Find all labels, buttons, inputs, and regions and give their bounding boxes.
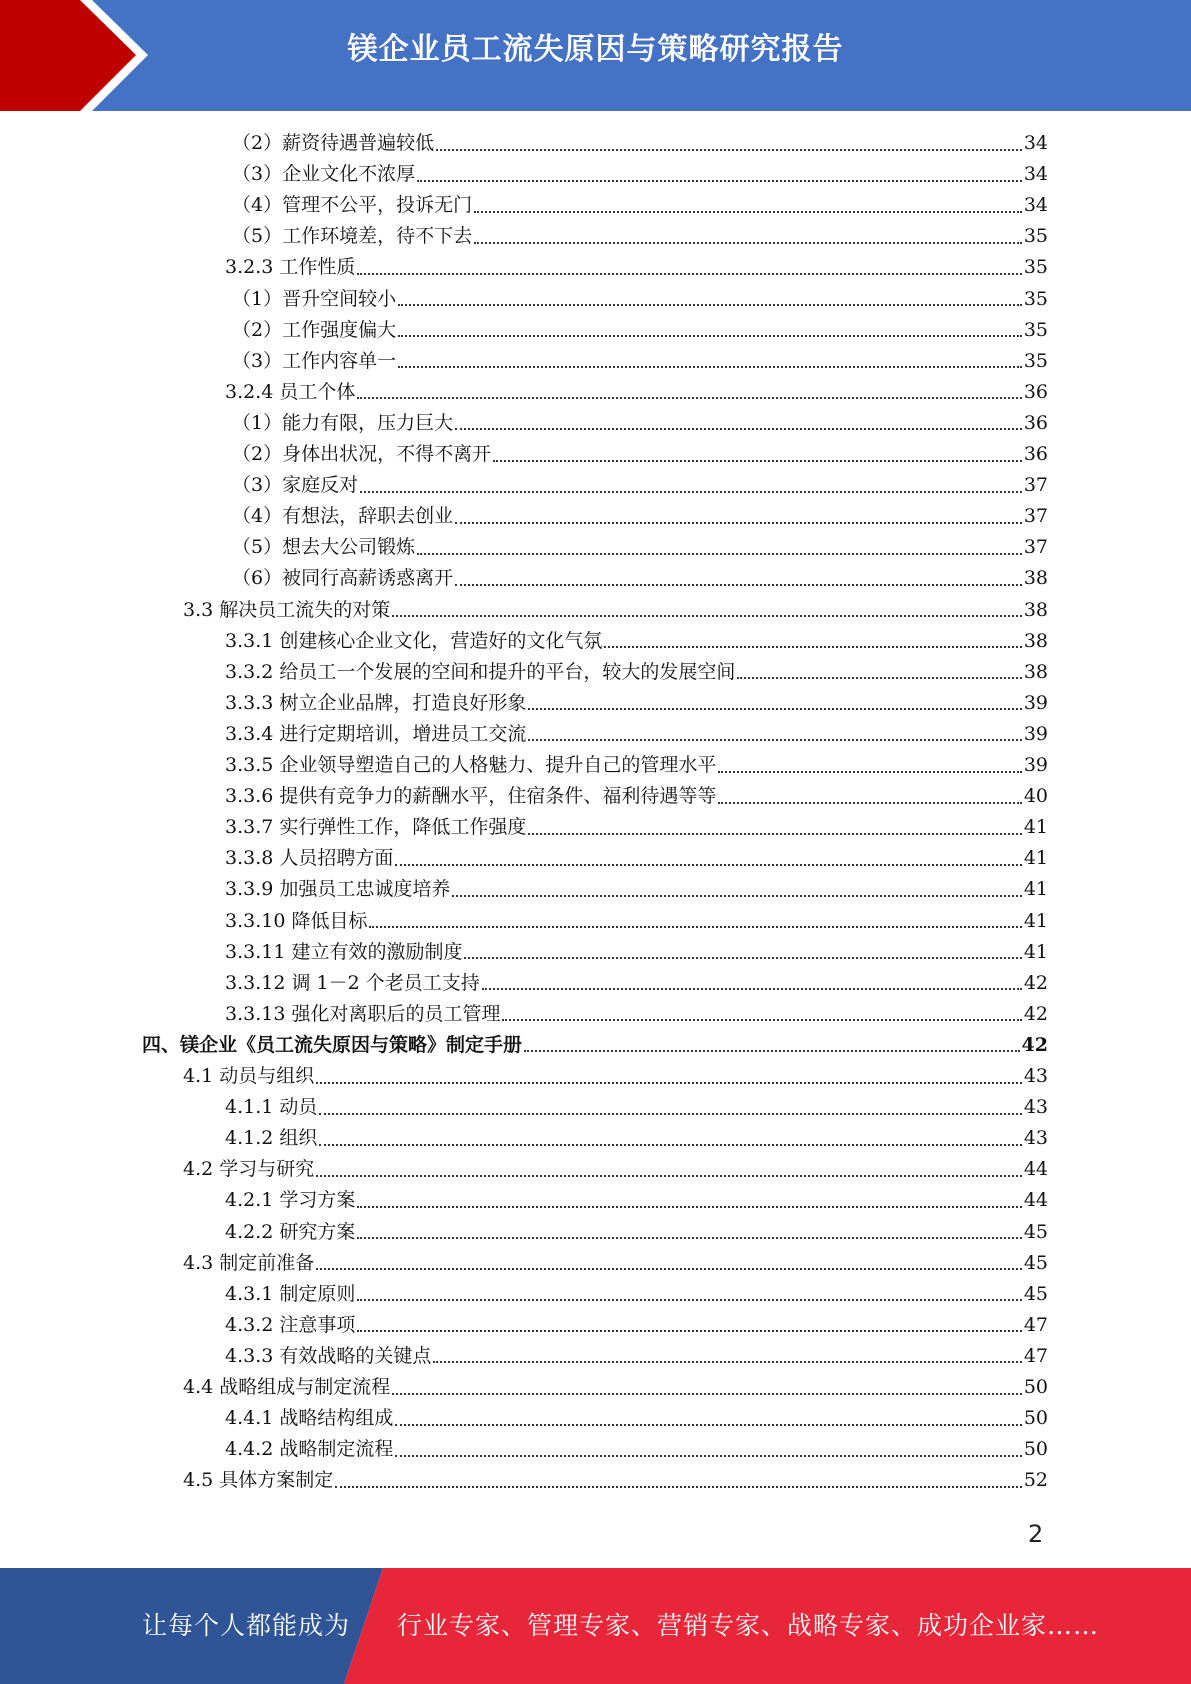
toc-entry-page: 34	[1023, 163, 1048, 186]
toc-entry[interactable]	[232, 159, 1048, 190]
toc-entry-label: 3.3.8 人员招聘方面	[225, 847, 394, 870]
toc-entry-page: 39	[1023, 722, 1048, 745]
toc-entry[interactable]	[232, 501, 1048, 532]
toc-entry[interactable]	[232, 470, 1048, 501]
toc-entry[interactable]	[232, 190, 1048, 221]
page-footer	[0, 1568, 1191, 1684]
toc-entry-page: 35	[1023, 256, 1048, 279]
toc-entry[interactable]	[225, 906, 1048, 937]
toc-entry[interactable]	[232, 315, 1048, 346]
toc-dot-leader	[398, 335, 1022, 337]
toc-dot-leader	[357, 1330, 1021, 1332]
toc-entry-page: 37	[1023, 505, 1048, 528]
toc-entry-label: 3.3.13 强化对离职后的员工管理	[225, 1002, 501, 1025]
toc-entry-page: 41	[1023, 940, 1048, 963]
toc-entry-page: 38	[1023, 660, 1048, 683]
toc-entry-page: 37	[1023, 536, 1048, 559]
toc-entry-label: 4.1 动员与组织	[183, 1065, 315, 1087]
toc-dot-leader	[524, 1050, 1020, 1052]
toc-entry[interactable]	[225, 719, 1048, 750]
page-header	[0, 0, 1191, 111]
toc-dot-leader	[474, 211, 1022, 213]
toc-entry-label: 3.3.9 加强员工忠诚度培养	[225, 878, 451, 901]
toc-dot-leader	[398, 304, 1022, 306]
toc-entry-label: 4.1.2 组织	[225, 1127, 318, 1150]
toc-dot-leader	[455, 428, 1022, 430]
toc-dot-leader	[316, 1268, 1022, 1270]
toc-dot-leader	[319, 1144, 1021, 1146]
toc-entry-page: 38	[1023, 598, 1048, 621]
toc-dot-leader	[455, 584, 1022, 586]
toc-dot-leader	[528, 708, 1021, 710]
toc-entry-page: 39	[1023, 754, 1048, 776]
toc-entry[interactable]	[225, 688, 1048, 719]
toc-entry-page: 44	[1023, 1158, 1048, 1181]
toc-dot-leader	[464, 957, 1021, 959]
toc-entry-label: 4.2 学习与研究	[183, 1158, 315, 1181]
toc-entry-label: 4.3.1 制定原则	[225, 1282, 356, 1305]
toc-entry[interactable]	[225, 1217, 1048, 1248]
toc-dot-leader	[398, 366, 1022, 368]
toc-dot-leader	[452, 895, 1021, 897]
toc-entry[interactable]	[183, 1061, 1048, 1092]
toc-dot-leader	[360, 491, 1022, 493]
toc-entry[interactable]	[225, 781, 1048, 812]
toc-entry-label: （4）管理不公平，投诉无门	[232, 194, 473, 217]
toc-entry-label: 4.3 制定前准备	[183, 1251, 315, 1274]
toc-entry[interactable]	[225, 1403, 1048, 1434]
toc-entry-label: （2）薪资待遇普遍较低	[232, 132, 435, 154]
toc-dot-leader	[357, 1237, 1021, 1239]
toc-entry-label: 3.3.12 调 1－2 个老员工支持	[225, 971, 480, 994]
toc-entry-page: 42	[1023, 971, 1048, 994]
toc-entry[interactable]	[225, 843, 1048, 874]
toc-entry-label: 3.3.7 实行弹性工作，降低工作强度	[225, 816, 527, 839]
toc-entry[interactable]	[225, 968, 1048, 999]
toc-dot-leader	[395, 1424, 1021, 1426]
toc-dot-leader	[369, 926, 1021, 928]
toc-dot-leader	[455, 522, 1022, 524]
toc-dot-leader	[604, 646, 1021, 648]
toc-entry[interactable]	[225, 1123, 1048, 1154]
footer-slogan-left: 让每个人都能成为	[142, 1611, 351, 1640]
toc-entry-label: 4.3.3 有效战略的关键点	[225, 1344, 432, 1367]
toc-dot-leader	[417, 553, 1022, 555]
toc-dot-leader	[718, 802, 1021, 804]
toc-dot-leader	[357, 1299, 1021, 1301]
toc-dot-leader	[316, 1082, 1022, 1084]
toc-entry-label: 3.2.4 员工个体	[225, 380, 356, 403]
toc-entry[interactable]	[142, 1030, 1048, 1061]
toc-dot-leader	[395, 1455, 1021, 1457]
toc-entry[interactable]	[183, 1248, 1048, 1279]
toc-entry-label: （1）能力有限，压力巨大	[232, 411, 454, 434]
toc-entry-page: 50	[1023, 1438, 1048, 1461]
toc-entry-page: 43	[1023, 1065, 1048, 1087]
toc-entry-label: 3.3.2 给员工一个发展的空间和提升的平台，较大的发展空间	[225, 660, 736, 683]
toc-entry[interactable]	[225, 812, 1048, 843]
toc-entry-label: （3）家庭反对	[232, 474, 359, 497]
toc-entry-label: 4.1.1 动员	[225, 1096, 318, 1119]
toc-entry-page: 44	[1023, 1189, 1048, 1212]
toc-dot-leader	[436, 149, 1022, 151]
toc-dot-leader	[319, 1113, 1021, 1115]
toc-entry[interactable]	[232, 128, 1048, 159]
toc-entry[interactable]	[232, 408, 1048, 439]
toc-dot-leader	[392, 1393, 1022, 1395]
toc-entry-page: 43	[1023, 1096, 1048, 1119]
toc-entry-page: 40	[1023, 785, 1048, 808]
toc-entry-label: 四、镁企业《员工流失原因与策略》制定手册	[142, 1033, 523, 1056]
toc-entry-label: 3.3.5 企业领导塑造自己的人格魅力、提升自己的管理水平	[225, 754, 717, 776]
toc-entry-label: （4）有想法，辞职去创业	[232, 505, 454, 528]
toc-entry-page: 42	[1021, 1033, 1048, 1056]
toc-entry[interactable]	[232, 532, 1048, 563]
toc-entry-label: （3）工作内容单一	[232, 349, 397, 372]
toc-entry-label: 3.3.10 降低目标	[225, 909, 368, 932]
toc-entry-page: 52	[1023, 1469, 1048, 1492]
toc-dot-leader	[528, 739, 1021, 741]
toc-entry-label: 3.3.11 建立有效的激励制度	[225, 940, 463, 963]
toc-entry-page: 47	[1023, 1313, 1048, 1336]
toc-entry-label: （5）想去大公司锻炼	[232, 536, 416, 559]
toc-entry-page: 39	[1023, 691, 1048, 714]
toc-entry-label: （5）工作环境差，待不下去	[232, 225, 473, 248]
toc-entry-label: （6）被同行高薪诱惑离开	[232, 567, 454, 590]
toc-entry-label: 3.2.3 工作性质	[225, 256, 356, 279]
toc-entry-page: 50	[1023, 1407, 1048, 1430]
toc-entry-label: 4.2.1 学习方案	[225, 1189, 356, 1212]
toc-entry-page: 35	[1023, 318, 1048, 341]
toc-dot-leader	[482, 988, 1022, 990]
toc-entry[interactable]	[225, 937, 1048, 968]
header-title: 镁企业员工流失原因与策略研究报告	[347, 32, 844, 67]
toc-entry[interactable]	[225, 377, 1048, 408]
toc-entry-label: （1）晋升空间较小	[232, 287, 397, 310]
toc-entry-label: （3）企业文化不浓厚	[232, 163, 416, 186]
toc-entry[interactable]	[232, 439, 1048, 470]
toc-entry-label: 4.5 具体方案制定	[183, 1469, 334, 1492]
toc-entry-label: 4.4 战略组成与制定流程	[183, 1376, 391, 1398]
toc-entry[interactable]	[232, 563, 1048, 594]
toc-dot-leader	[357, 273, 1021, 275]
toc-entry-page: 41	[1023, 816, 1048, 839]
toc-entry-page: 41	[1023, 878, 1048, 901]
page-number: 2	[1028, 1520, 1044, 1548]
toc-dot-leader	[737, 677, 1021, 679]
toc-dot-leader	[392, 615, 1022, 617]
toc-dot-leader	[493, 460, 1022, 462]
toc-entry-page: 35	[1023, 349, 1048, 372]
toc-entry-page: 45	[1023, 1220, 1048, 1243]
toc-entry[interactable]	[232, 346, 1048, 377]
toc-dot-leader	[433, 1361, 1021, 1363]
toc-entry-page: 41	[1023, 909, 1048, 932]
toc-dot-leader	[528, 833, 1021, 835]
toc-entry-label: 3.3.3 树立企业品牌，打造良好形象	[225, 691, 527, 714]
footer-slogan-right: 行业专家、管理专家、营销专家、战略专家、成功企业家……	[397, 1611, 1100, 1640]
toc-entry-label: 4.4.2 战略制定流程	[225, 1438, 394, 1461]
toc-dot-leader	[357, 1206, 1021, 1208]
toc-entry-page: 36	[1023, 380, 1048, 403]
toc-entry[interactable]	[225, 1310, 1048, 1341]
toc-entry-page: 36	[1023, 411, 1048, 434]
toc-entry-page: 35	[1023, 225, 1048, 248]
toc-entry-label: （2）工作强度偏大	[232, 318, 397, 341]
toc-entry-label: 4.2.2 研究方案	[225, 1220, 356, 1243]
toc-entry-label: （2）身体出状况，不得不离开	[232, 443, 492, 465]
toc-entry-page: 47	[1023, 1344, 1048, 1367]
toc-dot-leader	[357, 397, 1021, 399]
toc-dot-leader	[395, 864, 1021, 866]
toc-entry[interactable]	[225, 874, 1048, 905]
toc-entry-page: 34	[1023, 194, 1048, 217]
toc-entry-page: 38	[1023, 629, 1048, 652]
toc-entry-page: 45	[1023, 1251, 1048, 1274]
toc-entry[interactable]	[225, 999, 1048, 1030]
toc-entry-page: 37	[1023, 474, 1048, 497]
toc-entry[interactable]	[225, 626, 1048, 657]
toc-entry[interactable]	[225, 252, 1048, 283]
toc-entry[interactable]	[225, 1185, 1048, 1216]
toc-entry[interactable]	[225, 1092, 1048, 1123]
toc-entry-page: 43	[1023, 1127, 1048, 1150]
toc-entry[interactable]	[225, 1279, 1048, 1310]
toc-entry[interactable]	[225, 1434, 1048, 1465]
toc-entry[interactable]	[183, 1465, 1048, 1496]
toc-entry[interactable]	[232, 284, 1048, 315]
toc-dot-leader	[417, 180, 1022, 182]
toc-entry-label: 4.3.2 注意事项	[225, 1313, 356, 1336]
toc-entry[interactable]	[225, 1341, 1048, 1372]
toc-entry-label: 4.4.1 战略结构组成	[225, 1407, 394, 1430]
toc-dot-leader	[474, 242, 1022, 244]
toc-entry-page: 41	[1023, 847, 1048, 870]
toc-entry-label: 3.3.1 创建核心企业文化，营造好的文化气氛	[225, 629, 603, 652]
toc-entry[interactable]	[225, 750, 1048, 781]
toc-dot-leader	[316, 1175, 1022, 1177]
toc-entry-page: 50	[1023, 1376, 1048, 1398]
toc-entry-page: 36	[1023, 443, 1048, 465]
toc-entry-page: 35	[1023, 287, 1048, 310]
toc-entry-label: 3.3 解决员工流失的对策	[183, 598, 391, 621]
toc-entry-page: 42	[1023, 1002, 1048, 1025]
toc-entry[interactable]	[232, 221, 1048, 252]
toc-entry[interactable]	[183, 1372, 1048, 1403]
toc-dot-leader	[718, 771, 1021, 773]
toc-dot-leader	[502, 1019, 1021, 1021]
toc-entry-page: 45	[1023, 1282, 1048, 1305]
toc-dot-leader	[335, 1486, 1022, 1488]
toc-entry[interactable]	[183, 1154, 1048, 1185]
toc-entry-page: 38	[1023, 567, 1048, 590]
toc-entry-label: 3.3.6 提供有竞争力的薪酬水平，住宿条件、福利待遇等等	[225, 785, 717, 808]
toc-entry[interactable]	[183, 595, 1048, 626]
toc-entry-label: 3.3.4 进行定期培训，增进员工交流	[225, 722, 527, 745]
toc-entry-page: 34	[1023, 132, 1048, 154]
toc-entry[interactable]	[225, 657, 1048, 688]
